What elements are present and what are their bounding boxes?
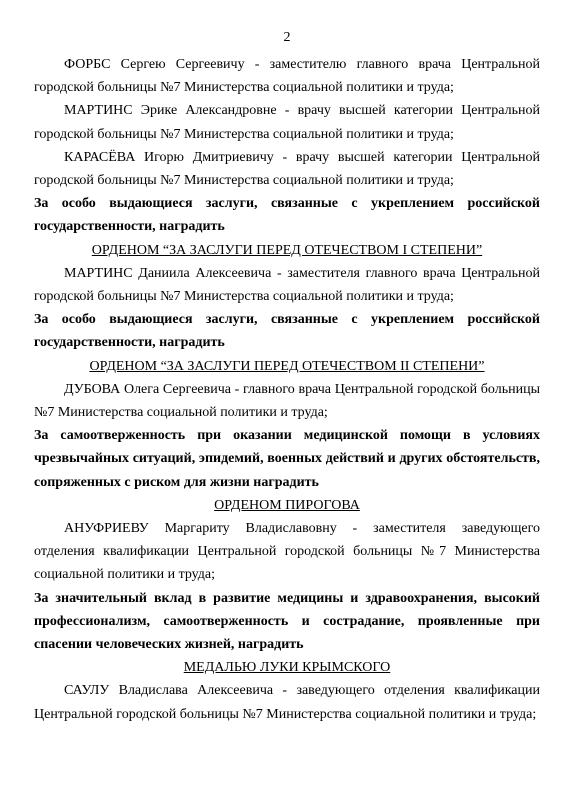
award-reason: За значительный вклад в развитие медицины и здравоохранения, высокий профессионализм, самоотверженность и сострадание, проявленные при спасении человеческих жизней, наградить (34, 590, 540, 653)
award-recipient-entry: КАРАСЁВА Игорю Дмитриевичу - врачу высшей категории Центральной городской больницы №7 Министерства социальной политики и труда; (34, 149, 540, 189)
award-title: ОРДЕНОМ “ЗА ЗАСЛУГИ ПЕРЕД ОТЕЧЕСТВОМ II СТЕПЕНИ” (89, 358, 485, 374)
award-recipient-entry: САУЛУ Владислава Алексеевича - заведующего отделения квалификации Центральной городской больницы №7 Министерства социальной политики и труда; (34, 683, 540, 722)
award-recipient-entry: АНУФРИЕВУ Маргариту Владиславовну - заместителя заведующего отделения квалификации Центральной городской больницы №7 Министерства социальной политики и труда; (34, 521, 540, 583)
award-title: ОРДЕНОМ ПИРОГОВА (214, 497, 360, 513)
page-number: 2 (283, 30, 291, 45)
document-page (34, 30, 540, 726)
award-title: МЕДАЛЬЮ ЛУКИ КРЫМСКОГО (183, 660, 391, 676)
award-reason: За особо выдающиеся заслуги, связанные с укреплением российской государственности, наградить (34, 312, 540, 351)
award-reason: За особо выдающиеся заслуги, связанные с укреплением российской государственности, наградить (34, 196, 540, 235)
award-reason: За самоотверженность при оказании медицинской помощи в условиях чрезвычайных ситуаций, эпидемий, военных действий и других обстоятельств, сопряженных с риском для жизни наградить (34, 428, 540, 490)
award-recipient-entry: ФОРБС Сергею Сергеевичу - заместителю главного врача Центральной городской больницы №7 Министерства социальной политики и труда; (34, 57, 540, 96)
award-title: ОРДЕНОМ “ЗА ЗАСЛУГИ ПЕРЕД ОТЕЧЕСТВОМ I СТЕПЕНИ” (91, 242, 483, 258)
award-recipient-entry: МАРТИНС Даниила Алексеевича - заместителя главного врача Центральной городской больницы №7 Министерства социальной политики и труда; (34, 265, 540, 305)
award-recipient-entry: МАРТИНС Эрике Александровне - врачу высшей категории Центральной городской больницы №7 Министерства социальной политики и труда; (34, 103, 540, 142)
award-recipient-entry: ДУБОВА Олега Сергеевича - главного врача Центральной городской больницы №7 Министерства социальной политики и труда; (34, 381, 540, 421)
